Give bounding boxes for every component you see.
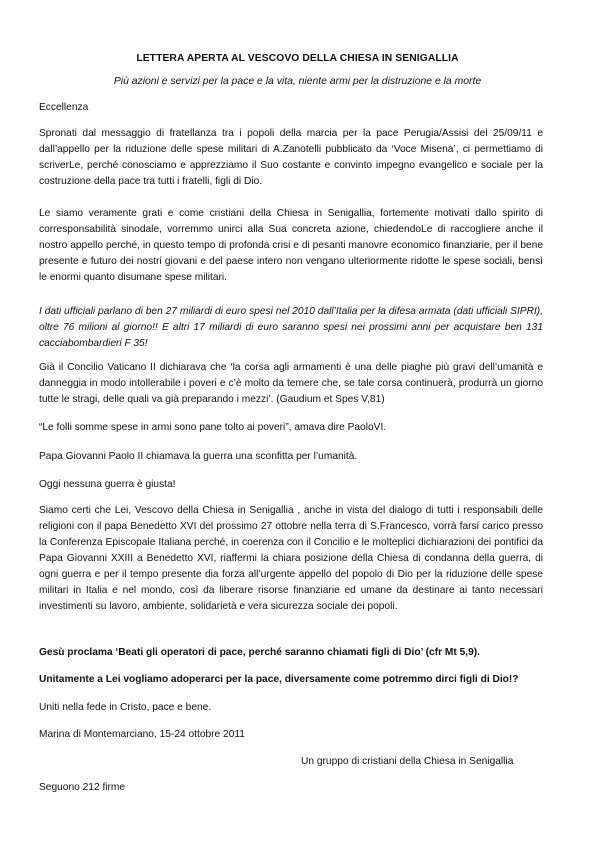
paragraph-4: Già il Concilio Vaticano II dichiarava che ‘la corsa agli armamenti è una delle piaghe più gravi dell’umanità e danneggia in modo intollerabile i poveri e c’è molto da temere che, se tale corsa continuerà, produrrà un giorno tutte le stragi, delle quali va già preparando i mezzi’. (Gaudium et Spes V,81) xyxy=(39,362,543,405)
letter-title: LETTERA APERTA AL VESCOVO DELLA CHIESA IN SENIGALLIA xyxy=(136,53,459,64)
paragraph-8: Siamo certi che Lei, Vescovo della Chiesa in Senigallia , anche in vista del dialogo di tutti i responsabili delle religioni con il papa Benedetto XVI del prossimo 27 ottobre nella terra di S.Francesco, vorrà farsi carico presso la Conferenza Episcopale Italiana perché, in coerenza con il Concilio e le molteplici dichiarazioni dei pontifici da Papa Giovanni XXIII a Benedetto XVI, riaffermi la chiara posizione della Chiesa di condanna della guerra, di ogni guerra e per il tempo presente dia forza all’urgente appello del popolo di Dio per la riduzione delle spese militari in Italia e nel mondo, così da liberare risorse finanziarie ed umane da destinare ai tanto necessari investimenti su lavoro, ambiente, solidarietà e vera sicurezza sociale dei popoli. xyxy=(39,505,543,612)
paragraph-10: Unitamente a Lei vogliamo adoperarci per la pace, diversamente come potremmo dirci figli di Dio!? xyxy=(39,674,519,685)
letter-subtitle: Più azioni e servizi per la pace e la vita, niente armi per la distruzione e la morte xyxy=(113,76,482,87)
paragraph-2: Le siamo veramente grati e come cristiani della Chiesa in Senigallia, fortemente motivati dallo spirito di corresponsabilità sinodale, vorremmo unirci alla Sua concreta azione, chiedendoLe di raccogliere anche il nostro appello perché, in questo tempo di profonda crisi e di pesanti manovre economico finanziarie, per il bene presente e futuro dei nostri giovani e del paese intero non vengano ulteriormente ridotte le spese sociali, bensì le enormi quanto disumane spese militari. xyxy=(39,208,543,283)
paragraph-3: I dati ufficiali parlano di ben 27 miliardi di euro spesi nel 2010 dall’Italia per la difesa armata (dati ufficiali SIPRI), oltre 76 milioni al giorno!! E altri 17 miliardi di euro saranno spesi nei prossimi anni per acquistare ben 131 cacciabombardieri F 35! xyxy=(39,306,543,349)
greeting: Eccellenza xyxy=(39,102,89,113)
paragraph-6: Papa Giovanni Paolo II chiamava la guerra una sconfitta per l’umanità. xyxy=(39,451,358,462)
paragraph-1: Spronati dal messaggio di fratellanza tra i popoli della marcia per la pace Perugia/Assisi del 25/09/11 e dall’appello per la riduzione delle spese militari di A.Zanotelli pubblicato da ‘Voce Misena’, ci permettiamo di scriverLe, perché conosciamo e apprezziamo il Suo costante e convinto impegno evangelico e sociale per la costruzione della pace tra tutti i fratelli, figli di Dio. xyxy=(39,128,543,187)
paragraph-9: Gesù proclama ‘Beati gli operatori di pace, perché saranno chiamati figli di Dio’ (cfr Mt 5,9). xyxy=(39,647,481,658)
signatures-note: Seguono 212 firme xyxy=(39,782,126,793)
place-date: Marina di Montemarciano, 15-24 ottobre 2011 xyxy=(39,729,245,740)
paragraph-7: Oggi nessuna guerra è giusta! xyxy=(39,479,176,490)
paragraph-11: Uniti nella fede in Cristo, pace e bene. xyxy=(39,702,212,713)
paragraph-5: “Le folli somme spese in armi sono pane tolto ai poveri”, amava dire PaoloVI. xyxy=(39,422,387,433)
signature: Un gruppo di cristiani della Chiesa in Senigallia xyxy=(301,756,514,767)
